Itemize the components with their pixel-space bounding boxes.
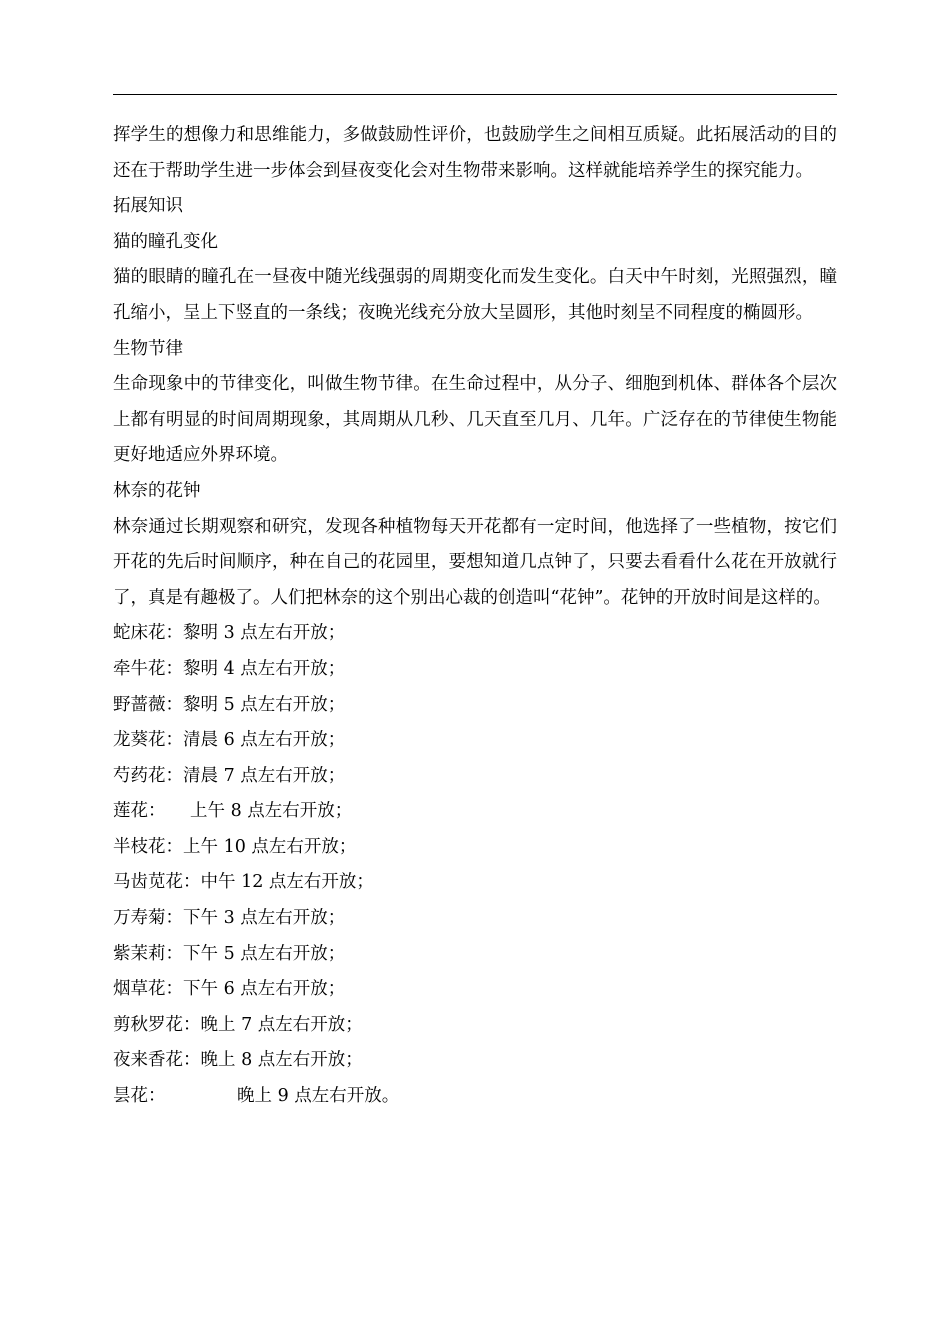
linnaeus-heading: 林奈的花钟: [113, 480, 201, 501]
flower-time: 晚上 8 点左右开放；: [200, 1050, 363, 1071]
flower-name: 野蔷薇：: [113, 694, 183, 715]
flower-clock-item: [113, 652, 837, 688]
flower-time: 黎明 5 点左右开放；: [183, 694, 346, 715]
flower-time: 下午 6 点左右开放；: [183, 979, 346, 1000]
flower-clock-item: [113, 972, 837, 1008]
cat-pupil-paragraph: 猫的眼睛的瞳孔在一昼夜中随光线强弱的周期变化而发生变化。白天中午时刻，光照强烈，瞳孔缩小，呈上下竖直的一条线；夜晚光线充分放大呈圆形，其他时刻呈不同程度的椭圆形。: [113, 267, 837, 323]
biorhythm-paragraph: 生命现象中的节律变化，叫做生物节律。在生命过程中，从分子、细胞到机体、群体各个层次上都有明显的时间周期现象，其周期从几秒、几天直至几月、几年。广泛存在的节律使生物能更好地适应外界环境。: [113, 374, 837, 466]
flower-name: 马齿苋花：: [113, 872, 201, 893]
flower-name: 芍药花：: [113, 765, 183, 786]
flower-clock-list: [113, 616, 837, 1114]
flower-clock-item: [113, 1079, 837, 1115]
flower-time: 清晨 7 点左右开放；: [183, 765, 346, 786]
flower-clock-item: [113, 794, 837, 830]
flower-name: 紫茉莉：: [113, 943, 183, 964]
flower-name: 夜来香花：: [113, 1050, 201, 1071]
flower-name: 昙花：: [113, 1086, 166, 1107]
flower-time: 下午 3 点左右开放；: [183, 908, 346, 929]
flower-name: 蛇床花：: [113, 623, 183, 644]
flower-clock-item: [113, 759, 837, 795]
flower-name: 牵牛花：: [113, 658, 183, 679]
flower-clock-item: [113, 723, 837, 759]
flower-time: 黎明 4 点左右开放；: [183, 658, 346, 679]
flower-time: 下午 5 点左右开放；: [183, 943, 346, 964]
flower-name: 龙葵花：: [113, 730, 183, 751]
flower-name: 万寿菊：: [113, 908, 183, 929]
flower-name: 莲花：: [113, 801, 166, 822]
intro-continuation-paragraph: 挥学生的想像力和思维能力，多做鼓励性评价，也鼓励学生之间相互质疑。此拓展活动的目的还在于帮助学生进一步体会到昼夜变化会对生物带来影响。这样就能培养学生的探究能力。: [113, 125, 837, 181]
document-body: [113, 118, 837, 1115]
extended-knowledge-heading: 拓展知识: [113, 196, 183, 217]
flower-clock-item: [113, 616, 837, 652]
linnaeus-paragraph: 林奈通过长期观察和研究，发现各种植物每天开花都有一定时间，他选择了一些植物，按它们开花的先后时间顺序，种在自己的花园里，要想知道几点钟了，只要去看看什么花在开放就行了，真是有趣极了。人们把林奈的这个别出心裁的创造叫“花钟”。花钟的开放时间是这样的。: [113, 516, 837, 608]
flower-time: 上午 10 点左右开放；: [183, 836, 357, 857]
biorhythm-heading: 生物节律: [113, 338, 183, 359]
flower-time: 清晨 6 点左右开放；: [183, 730, 346, 751]
flower-clock-item: [113, 901, 837, 937]
flower-clock-item: [113, 865, 837, 901]
flower-clock-item: [113, 937, 837, 973]
flower-time: 晚上 9 点左右开放。: [237, 1086, 400, 1107]
flower-name: 剪秋罗花：: [113, 1014, 201, 1035]
flower-name: 烟草花：: [113, 979, 183, 1000]
flower-clock-item: [113, 1043, 837, 1079]
header-rule: [113, 94, 837, 95]
flower-time: 中午 12 点左右开放；: [200, 872, 374, 893]
flower-time: 上午 8 点左右开放；: [190, 801, 353, 822]
cat-pupil-heading: 猫的瞳孔变化: [113, 231, 218, 252]
flower-clock-item: [113, 830, 837, 866]
flower-time: 黎明 3 点左右开放；: [183, 623, 346, 644]
flower-clock-item: [113, 688, 837, 724]
flower-name: 半枝花：: [113, 836, 183, 857]
flower-time: 晚上 7 点左右开放；: [200, 1014, 363, 1035]
flower-clock-item: [113, 1008, 837, 1044]
